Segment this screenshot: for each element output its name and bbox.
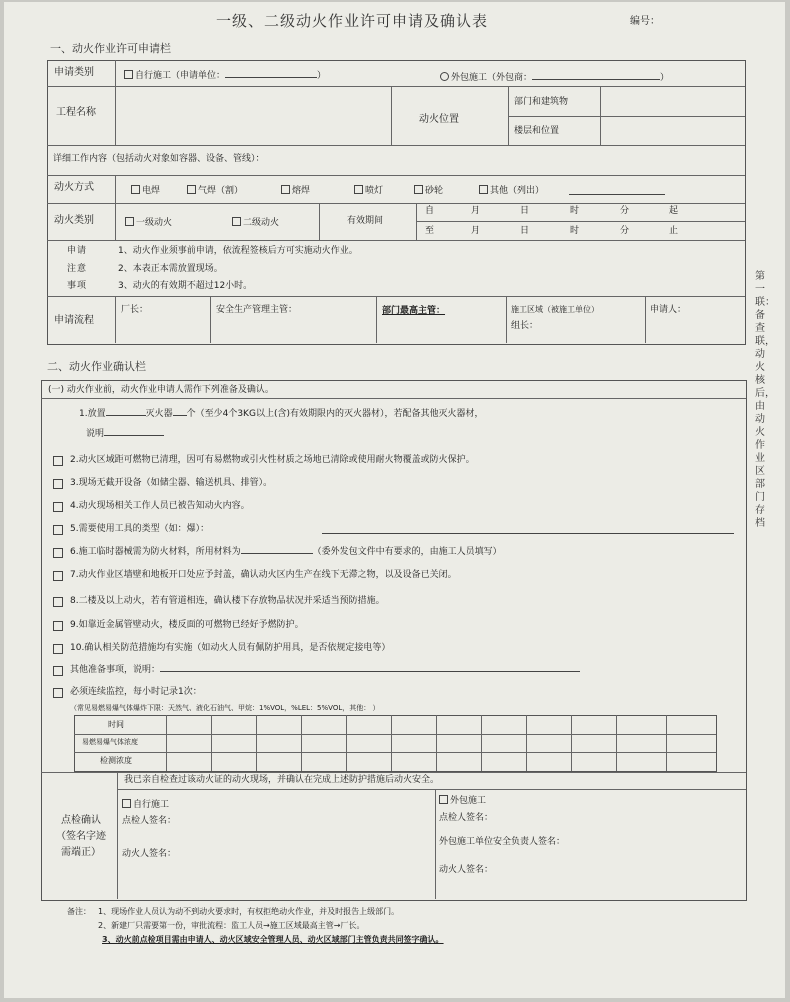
check-item-5: 5.需要使用工具的类型（如：爆）： (70, 524, 210, 534)
check-item-2: 2.动火区域距可燃物已清理，因可有易燃物或引火性材质之场地已清除或使用耐火物覆盖或防火保护。 (70, 455, 475, 465)
to-month: 月 (471, 226, 481, 236)
check-item-8: 8.二楼及以上动火，若有管道相连，确认楼下存放物品状况并采适当预防措施。 (70, 596, 385, 606)
from-start: 起 (669, 206, 679, 216)
check-item-10: 10.确认相关防范措施均有实施（如动火人员有佩防护用具，是否依规定接电等） (70, 643, 391, 653)
category-level1[interactable]: 一级动火 (125, 217, 172, 228)
self-inspector-signature[interactable]: 点检人签名： (122, 816, 177, 826)
method-other[interactable]: 其他（列出） (479, 185, 544, 196)
notes-label-char: 事 (67, 281, 77, 291)
to-day: 日 (520, 226, 530, 236)
out-inspector-signature[interactable]: 点检人签名： (439, 813, 494, 823)
to-label: 至 (425, 226, 435, 236)
copy-side-note: 第一联：备查联，动火核后，由动火作业区部门存档 (755, 271, 775, 529)
form-paper (4, 2, 785, 998)
item1-line: 1.放置 灭火器 个（至少4个3KG以上(含)有效期限内的灭火器材），若配备其他灭火器材， (79, 409, 484, 419)
from-day: 日 (520, 206, 530, 216)
valid-period-label: 有效期间 (347, 216, 384, 226)
out-fire-worker-signature[interactable]: 动火人签名： (439, 865, 494, 875)
item-checkbox[interactable] (53, 597, 63, 607)
check-item-9: 9.如靠近金属管壁动火，楼反面的可燃物已经好予燃防护。 (70, 620, 304, 630)
floor-position-label: 楼层和位置 (514, 126, 560, 136)
fire-category-label: 动火类别 (54, 215, 94, 226)
monitoring-table (74, 715, 717, 772)
check-item-3: 3.现场无截开设备（如储尘器、输送机具、排管）。 (70, 478, 273, 488)
material-field[interactable] (241, 553, 313, 554)
outsource-confirm[interactable]: 外包施工 (439, 795, 486, 806)
item-checkbox[interactable] (53, 688, 63, 698)
from-label: 自 (425, 206, 435, 216)
notes-label-char: 意 (77, 264, 87, 274)
note-item-1: 1、动火作业须事前申请，依流程签核后方可实施动火作业。 (118, 246, 358, 256)
to-hour: 时 (570, 226, 580, 236)
monitor-row-gas: 易燃易爆气体浓度 (82, 738, 138, 746)
note-item-3: 3、动火的有效期不超过12小时。 (118, 281, 253, 291)
method-gas[interactable]: 气焊（割） (187, 185, 243, 196)
remarks-label: 备注： (67, 907, 91, 916)
process-label: 申请流程 (54, 315, 94, 326)
outsource-checkbox[interactable] (440, 72, 449, 81)
remark-3: 3、动火前点检项目需由申请人、动火区域安全管理人员、动火区域部门主管负责共同签字确认。 (102, 935, 444, 944)
section1-heading: 一、动火作业许可申请栏 (50, 42, 171, 55)
confirm-intro: (一) 动火作业前，动火作业申请人需作下列准备及确认。 (48, 385, 274, 395)
item1-description: 说明 (86, 430, 164, 439)
department-building-label: 部门和建筑物 (514, 97, 569, 107)
from-month: 月 (471, 206, 481, 216)
step-safety-manager: 安全生产管理主管： (216, 305, 298, 315)
item-checkbox[interactable] (53, 666, 63, 676)
extinguisher-count-field[interactable] (173, 415, 187, 416)
item-checkbox[interactable] (53, 502, 63, 512)
to-minute: 分 (620, 226, 630, 236)
item-checkbox[interactable] (53, 644, 63, 654)
check-item-other: 其他准备事项，说明： (70, 666, 580, 675)
check-item-7: 7.动火作业区墙壁和地板开口处应予封盖，确认动火区内生产在线下无滞之物，以及设备已关闭。 (70, 570, 457, 580)
step-dept-head: 部门最高主管： (382, 306, 446, 316)
step-applicant: 申请人： (650, 305, 687, 315)
remark-2: 2、新建厂只需要第一份，审批流程：监工人员→施工区域最高主管→厂长。 (98, 921, 365, 930)
notes-label-char: 请 (77, 246, 87, 256)
method-fusion[interactable]: 熔焊 (281, 185, 310, 196)
step-team-leader: 组长： (511, 321, 539, 331)
fire-location-label: 动火位置 (419, 114, 459, 125)
check-item-monitor: 必须连续监控，每小时记录1次： (70, 687, 202, 697)
extinguisher-location-field[interactable] (106, 415, 146, 416)
check-item-6: 6.施工临时器械需为防火材料，所用材料为 （委外发包文件中有要求的，由施工人员填写） (70, 547, 502, 557)
from-hour: 时 (570, 206, 580, 216)
item-checkbox[interactable] (53, 525, 63, 535)
from-minute: 分 (620, 206, 630, 216)
fire-method-label: 动火方式 (54, 182, 94, 193)
step-construction-area: 施工区域（被施工单位） (511, 305, 599, 314)
method-weld[interactable]: 电焊 (131, 185, 160, 196)
outsource-option[interactable]: 外包施工（外包商： ） (440, 72, 669, 83)
monitor-row-time: 时间 (108, 720, 124, 729)
project-name-label: 工程名称 (56, 107, 96, 118)
self-construction-checkbox[interactable] (124, 70, 133, 79)
self-construction-option[interactable]: 自行施工（申请单位： ） (124, 70, 326, 81)
item-checkbox[interactable] (53, 548, 63, 558)
other-prep-field[interactable] (160, 671, 580, 672)
item-checkbox[interactable] (53, 456, 63, 466)
item-checkbox[interactable] (53, 571, 63, 581)
applicant-type-label: 申请类别 (54, 67, 94, 78)
to-end: 止 (669, 226, 679, 236)
number-label: 编号： (630, 16, 660, 27)
gas-limit-note: （常见易燃易爆气体爆炸下限：天然气、液化石油气、甲烷：1%VOL，%LEL：5%VOL，其他： ） (70, 704, 380, 712)
method-torch[interactable]: 喷灯 (354, 185, 383, 196)
out-safety-signature[interactable]: 外包施工单位安全负责人签名： (439, 837, 566, 847)
item-checkbox[interactable] (53, 621, 63, 631)
confirm-statement: 我已亲自检查过该动火证的动火现场，并确认在完成上述防护措施后动火安全。 (124, 775, 440, 785)
notes-label-char: 项 (77, 281, 87, 291)
self-fire-worker-signature[interactable]: 动火人签名： (122, 849, 177, 859)
notes-label-char: 申 (67, 246, 77, 256)
check-item-4: 4.动火现场相关工作人员已被告知动火内容。 (70, 501, 250, 511)
form-title: 一级、二级动火作业许可申请及确认表 (216, 12, 489, 30)
notes-label-char: 注 (67, 264, 77, 274)
note-item-2: 2、本表正本需放置现场。 (118, 264, 223, 274)
inspection-confirm-label: 点检确认（签名字迹需端正） (56, 815, 106, 858)
monitor-row-detect: 检测浓度 (100, 756, 132, 765)
work-detail-label: 详细工作内容（包括动火对象如容器、设备、管线）： (53, 154, 265, 164)
section2-heading: 二、动火作业确认栏 (47, 360, 146, 373)
category-level2[interactable]: 二级动火 (232, 217, 279, 228)
item-checkbox[interactable] (53, 479, 63, 489)
step-factory-manager: 厂长： (121, 305, 149, 315)
remark-1: 1、现场作业人员认为动不到动火要求时，有权拒绝动火作业，并及时报告上级部门。 (98, 907, 400, 916)
method-grinder[interactable]: 砂轮 (414, 185, 443, 196)
self-construction-confirm[interactable]: 自行施工 (122, 799, 169, 810)
